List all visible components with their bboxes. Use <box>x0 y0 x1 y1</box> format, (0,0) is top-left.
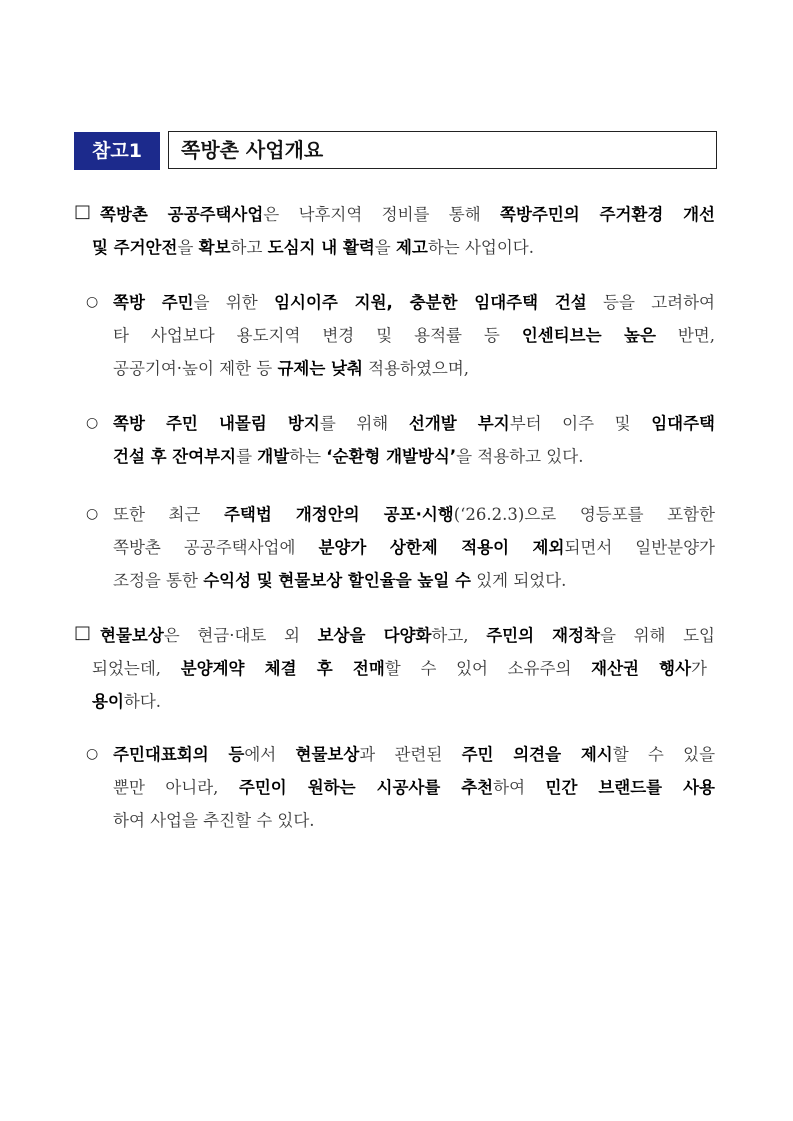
page-title: 쪽방촌 사업개요 <box>181 138 324 162</box>
body-text: 을 <box>177 238 199 257</box>
paragraph <box>92 619 715 718</box>
paragraph <box>113 738 715 837</box>
emphasis-text: 확보 <box>198 238 231 257</box>
emphasis-text: 개발 <box>257 447 290 466</box>
body-text: 은 낙후지역 정비를 통해 <box>263 205 500 224</box>
emphasis-text: 및 주거안전 <box>92 238 178 257</box>
emphasis-text: 규제는 낮춰 <box>277 359 363 378</box>
body-text: 하고 <box>230 238 268 257</box>
paragraph-line <box>113 440 715 473</box>
title-box <box>168 131 717 169</box>
paragraph-line <box>113 804 715 837</box>
body-text: 하는 <box>289 447 327 466</box>
emphasis-text: 수익성 및 현물보상 할인율을 높일 수 <box>203 571 471 590</box>
circle-bullet: ○ <box>86 746 99 762</box>
body-text: 하고, <box>431 626 487 645</box>
line-text <box>100 198 715 231</box>
paragraph-line <box>113 531 715 564</box>
square-bullet: □ <box>74 201 92 222</box>
body-text: 을 위한 <box>193 293 275 312</box>
body-text: 등을 고려하여 <box>586 293 715 312</box>
body-text: 조정을 통한 <box>113 571 204 590</box>
line-text <box>113 738 715 771</box>
body-text: 은 현금·대토 외 <box>163 626 318 645</box>
square-bullet: □ <box>74 622 92 643</box>
emphasis-text: 재산권 행사 <box>591 659 692 678</box>
emphasis-text: 주민 의견을 제시 <box>461 745 613 764</box>
emphasis-text: 보상을 다양화 <box>317 626 432 645</box>
body-text: 에서 <box>244 745 296 764</box>
paragraph-line <box>113 771 715 804</box>
emphasis-text: 임시이주 지원, 충분한 임대주택 건설 <box>274 293 587 312</box>
paragraph-line <box>113 319 715 352</box>
paragraph-line <box>113 498 715 531</box>
emphasis-text: 주민대표회의 등 <box>113 745 245 764</box>
emphasis-text: 쪽방 주민 내몰림 방지 <box>113 414 320 433</box>
body-text: 과 관련된 <box>359 745 462 764</box>
body-text: (‘26.2.3)으로 영등포를 포함한 <box>453 505 715 524</box>
body-text: 을 <box>374 238 396 257</box>
emphasis-text: 임대주택 <box>651 414 715 433</box>
emphasis-text: 현물보상 <box>100 626 164 645</box>
line-text <box>113 352 469 385</box>
body-text: 쪽방촌 공공주택사업에 <box>113 538 319 557</box>
emphasis-text: 용이 <box>92 692 124 711</box>
body-text: 하여 <box>493 778 546 797</box>
body-text: 하는 사업이다. <box>427 238 534 257</box>
body-text: 가 <box>691 659 707 678</box>
paragraph-line <box>113 738 715 771</box>
paragraph <box>113 498 715 597</box>
paragraph-line <box>92 231 715 264</box>
paragraph-line <box>92 685 715 718</box>
paragraph-line <box>113 564 715 597</box>
line-text <box>113 771 715 804</box>
line-text <box>92 231 534 264</box>
paragraph-line <box>113 352 715 385</box>
emphasis-text: 주민이 원하는 시공사를 추천 <box>238 778 494 797</box>
section-header <box>74 131 716 169</box>
body-text: 또한 최근 <box>113 505 224 524</box>
line-text <box>113 286 715 319</box>
emphasis-text: 쪽방주민의 주거환경 개선 <box>500 205 715 224</box>
emphasis-text: 인센티브는 높은 <box>521 326 656 345</box>
line-text <box>113 440 583 473</box>
emphasis-text: 주택법 개정안의 공포·시행 <box>223 505 454 524</box>
body-text: 부터 이주 및 <box>509 414 652 433</box>
paragraph <box>113 286 715 385</box>
body-text: 를 <box>236 447 258 466</box>
emphasis-text: 쪽방촌 공공주택사업 <box>100 205 264 224</box>
body-text: 하다. <box>123 692 162 711</box>
line-text <box>113 498 715 531</box>
reference-tag: 참고1 <box>74 132 160 170</box>
emphasis-text: 주민의 재정착 <box>486 626 600 645</box>
body-text: 공공기여·높이 제한 등 <box>113 359 278 378</box>
body-text: 을 적용하고 있다. <box>456 447 584 466</box>
paragraph <box>92 198 715 264</box>
emphasis-text: 도심지 내 활력 <box>267 238 375 257</box>
emphasis-text: 건설 후 잔여부지 <box>113 447 237 466</box>
line-text <box>113 407 715 440</box>
paragraph-line <box>113 407 715 440</box>
body-text: 하여 사업을 추진할 수 있다. <box>113 811 315 830</box>
line-text <box>113 564 566 597</box>
body-text: 되었는데, <box>92 659 181 678</box>
paragraph-line <box>100 619 715 652</box>
emphasis-text: 분양가 상한제 적용이 제외 <box>318 538 565 557</box>
body-text: 할 수 있을 <box>612 745 716 764</box>
line-text <box>113 804 315 837</box>
paragraph-line <box>100 198 715 231</box>
body-text: 를 위해 <box>319 414 409 433</box>
circle-bullet: ○ <box>86 294 99 310</box>
body-text: 타 사업보다 용도지역 변경 및 용적률 등 <box>113 326 522 345</box>
emphasis-text: ‘순환형 개발방식’ <box>326 447 457 466</box>
body-text: 뿐만 아니라, <box>113 778 239 797</box>
line-text <box>92 652 707 685</box>
emphasis-text: 분양계약 체결 후 전매 <box>180 659 385 678</box>
paragraph-line <box>92 652 715 685</box>
emphasis-text: 쪽방 주민 <box>113 293 194 312</box>
line-text <box>100 619 715 652</box>
emphasis-text: 제고 <box>395 238 428 257</box>
body-text: 적용하였으며, <box>362 359 470 378</box>
emphasis-text: 선개발 부지 <box>408 414 510 433</box>
circle-bullet: ○ <box>86 506 99 522</box>
body-text: 할 수 있어 소유주의 <box>384 659 592 678</box>
paragraph <box>113 407 715 473</box>
body-text: 반면, <box>655 326 715 345</box>
circle-bullet: ○ <box>86 415 99 431</box>
line-text <box>113 531 715 564</box>
line-text <box>92 685 161 718</box>
body-text: 있게 되었다. <box>471 571 567 590</box>
emphasis-text: 민간 브랜드를 사용 <box>545 778 715 797</box>
emphasis-text: 현물보상 <box>295 745 360 764</box>
paragraph-line <box>113 286 715 319</box>
line-text <box>113 319 715 352</box>
body-text: 을 위해 도입 <box>599 626 715 645</box>
body-text: 되면서 일반분양가 <box>564 538 715 557</box>
